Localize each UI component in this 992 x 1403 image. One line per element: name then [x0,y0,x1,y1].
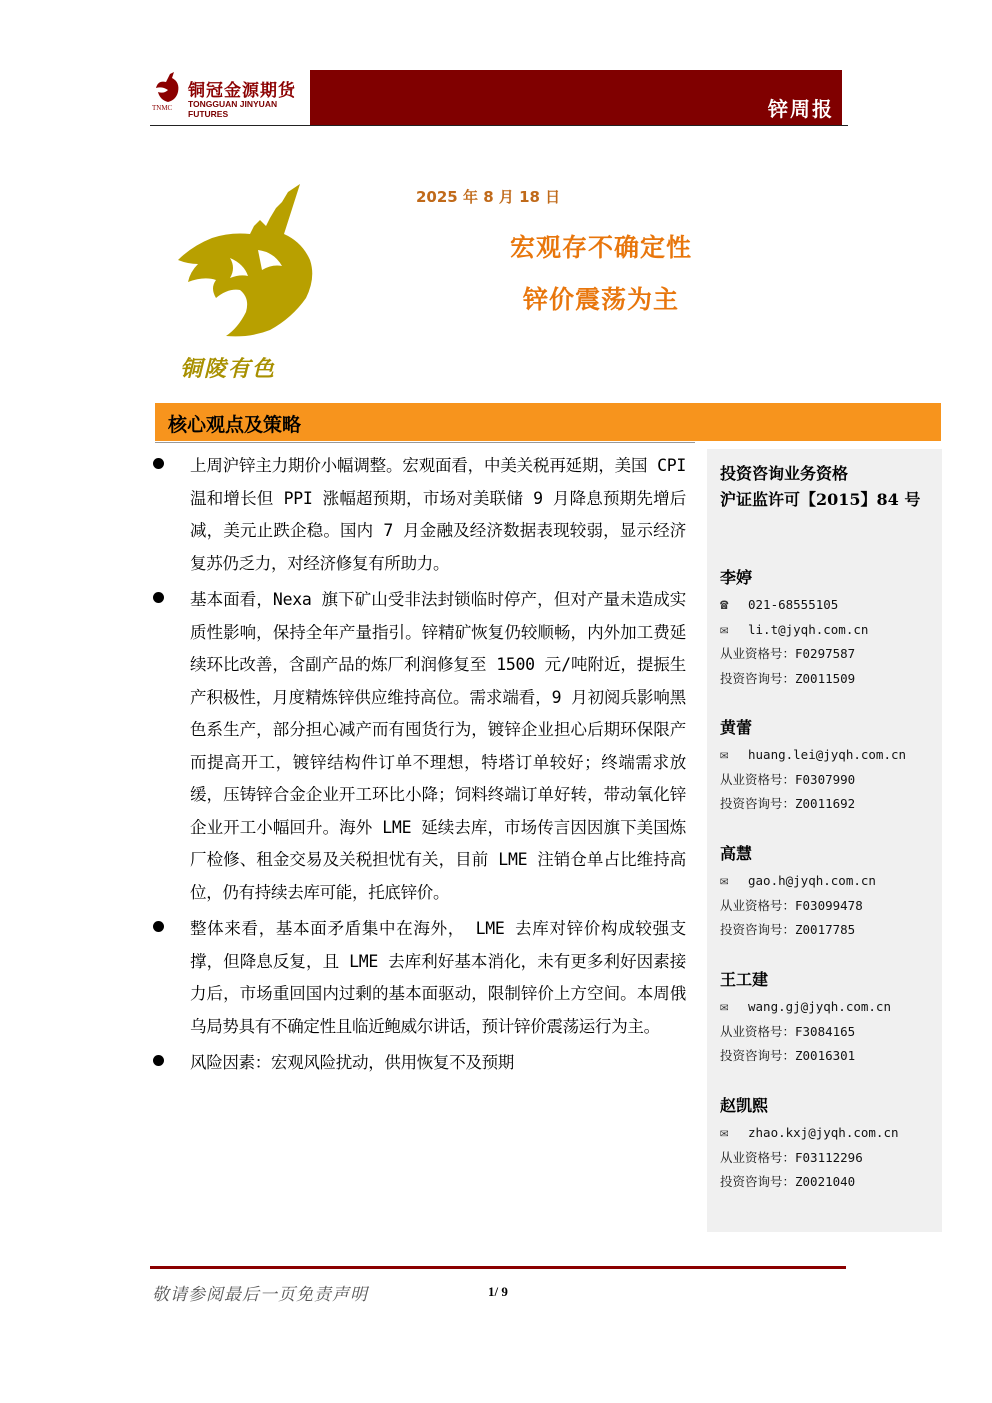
qualification-line1: 投资咨询业务资格 [720,464,849,483]
analyst-license: 从业资格号：F03099478 [720,897,863,913]
section-header [155,403,941,441]
bullet-text: 整体来看，基本面矛盾集中在海外， LME 去库对锌价构成较强支撑，但降息反复，且 LME 去库利好基本消化，未有更多利好因素接力后，市场重回国内过剩的基本面驱动，限制锌价上方空间。本周俄乌局势具有不确定性且临近鲍威尔讲话，预计锌价震荡运行为主。 [190,919,686,1036]
email-text[interactable]: zhao.kxj@jyqh.com.cn [748,1125,899,1140]
email-text[interactable]: huang.lei@jyqh.com.cn [748,747,907,762]
analyst-card [720,1093,935,1195]
bullet-text: 上周沪锌主力期价小幅调整。宏观面看，中美关税再延期，美国 CPI 温和增长但 PPI 涨幅超预期，市场对美联储 9 月降息预期先增后减，美元止跌企稳。国内 7 月金融及经济数据表现较弱，显示经济复苏仍乏力，对经济修复有所助力。 [190,456,686,573]
analyst-advisory: 投资咨询号：Z0011509 [720,670,856,686]
bullet-item [150,1047,686,1080]
qualification-block [720,461,920,513]
analyst-card [720,715,935,817]
analyst-advisory: 投资咨询号：Z0016301 [720,1048,856,1063]
header-bar [310,70,842,126]
analyst-advisory: 投资咨询号：Z0021040 [720,1174,856,1189]
analyst-name: 高慧 [720,844,753,863]
emblem-caption: 铜陵有色 [180,356,277,382]
bullet-text: 风险因素：宏观风险扰动，供用恢复不及预期 [190,1053,515,1072]
bullet-icon [153,1055,164,1066]
analyst-email[interactable] [720,869,935,894]
analyst-card [720,841,935,943]
analyst-advisory: 投资咨询号：Z0017785 [720,922,856,937]
email-text[interactable]: gao.h@jyqh.com.cn [748,873,876,888]
disclaimer-note: 敬请参阅最后一页免责声明 [152,1285,368,1305]
page-number: 1/ 9 [488,1284,508,1299]
company-name-en: TONGGUAN JINYUAN FUTURES [188,99,278,119]
email-icon: ✉ [720,873,729,889]
analyst-license: 从业资格号：F0297587 [720,646,856,661]
analyst-name: 王工建 [720,970,769,989]
bullet-list [150,450,686,1084]
company-logo [150,70,310,118]
bullet-item [150,913,686,1043]
header-divider [150,125,848,126]
email-text[interactable]: li.t@jyqh.com.cn [748,621,869,637]
report-date: 2025 年 8 月 18 日 [416,188,561,206]
analyst-email[interactable] [720,995,935,1020]
email-icon: ✉ [720,621,729,638]
analyst-email[interactable] [720,618,935,643]
analyst-license: 从业资格号：F0307990 [720,771,856,787]
report-type-title: 锌周报 [768,97,834,121]
report-title-line1: 宏观存不确定性 [510,233,693,262]
analyst-license: 从业资格号：F03112296 [720,1149,863,1165]
bullet-item [150,584,686,909]
analyst-card [720,565,935,691]
phone-icon: ☎ [720,597,729,613]
bullet-icon [153,592,164,603]
email-icon: ✉ [720,999,729,1015]
bullet-icon [153,921,164,932]
bullet-text: 基本面看，Nexa 旗下矿山受非法封锁临时停产，但对产量未造成实质性影响，保持全年产量指引。锌精矿恢复仍较顺畅，内外加工费延续环比改善，含副产品的炼厂利润修复至 1500 元/吨附近，提振生产积极性，月度精炼锌供应维持高位。需求端看，9 月初阅兵影响黑色系生产，部分担心减产而有囤货行为，镀锌企业担心后期环保限产而提高开工，镀锌结构件订单不理想，特塔订单较好；终端需求放缓，压铸锌合金企业开工环比小降；饲料终端订单好转，带动氧化锌企业开工小幅回升。海外 LME 延续去库，市场传言因因旗下美国炼厂检修、租金交易及关税担忧有关，目前 LME 注销仓单占比维持高位，仍有持续去库可能，托底锌价。 [190,590,686,902]
analyst-name: 李婷 [720,568,753,587]
analyst-email[interactable] [720,743,935,768]
qualification-line2: 沪证监许可【2015】84 号 [720,490,921,509]
email-icon: ✉ [720,747,729,763]
company-name-cn: 铜冠金源期货 [188,81,296,101]
analyst-license: 从业资格号：F3084165 [720,1023,856,1039]
analyst-sidebar [707,449,942,1232]
analyst-name: 黄蕾 [720,718,753,737]
section-title: 核心观点及策略 [168,414,302,436]
logo-tag: TNMC [152,104,173,112]
bullet-item [150,450,686,580]
section-divider [155,442,695,443]
phone-text: 021-68555105 [748,597,839,612]
email-icon: ✉ [720,1125,729,1141]
email-text[interactable]: wang.gj@jyqh.com.cn [748,999,891,1014]
analyst-email[interactable] [720,1121,935,1146]
footer-divider [150,1266,846,1269]
analyst-phone [720,593,935,618]
analyst-name: 赵凯熙 [720,1096,769,1115]
report-title-line2: 锌价震荡为主 [523,285,680,314]
analyst-card [720,967,935,1069]
analyst-advisory: 投资咨询号：Z0011692 [720,796,856,811]
bullet-icon [153,458,164,469]
